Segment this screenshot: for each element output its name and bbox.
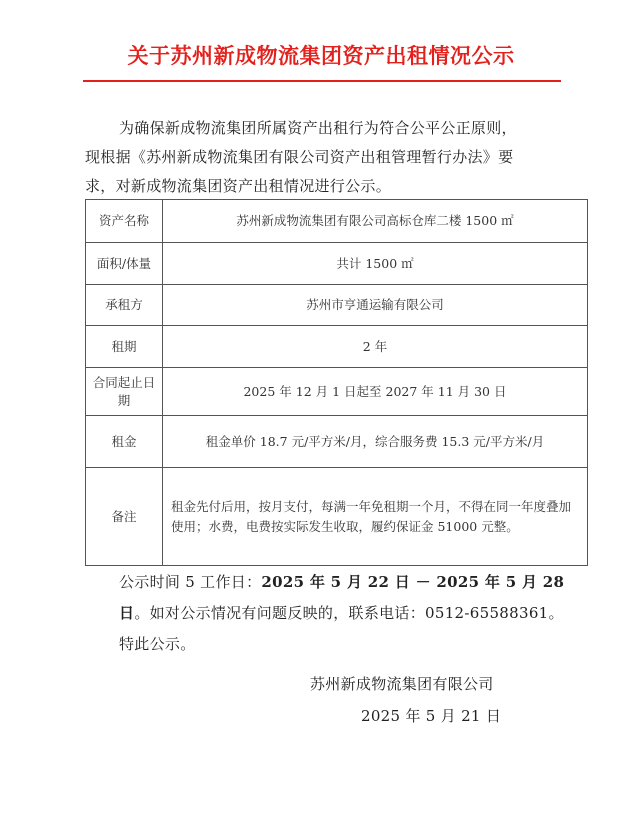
table-row-remarks: [86, 468, 588, 566]
table-row-contract-dates: [86, 368, 588, 416]
row-label: 承租方: [86, 285, 163, 326]
row-value: 共计 1500 ㎡: [163, 243, 588, 285]
row-label: 租期: [86, 326, 163, 368]
lease-info-table: [85, 199, 588, 566]
notice-footer: [85, 567, 565, 660]
row-label: 资产名称: [86, 200, 163, 243]
row-label: 面积/体量: [86, 243, 163, 285]
contact-phone: 0512-65588361: [425, 604, 549, 622]
row-label: 备注: [86, 468, 163, 566]
intro-paragraph: [85, 114, 565, 201]
row-label: 租金: [86, 416, 163, 468]
closing-line: 特此公示。: [119, 635, 196, 653]
intro-line-3: 求，对新成物流集团资产出租情况进行公示。: [85, 177, 392, 195]
table-row-area: [86, 243, 588, 285]
signature-date: 2025 年 5 月 21 日: [361, 707, 502, 725]
table-row-rent: [86, 416, 588, 468]
signature-company: 苏州新成物流集团有限公司: [310, 675, 494, 693]
table-row-lessee: [86, 285, 588, 326]
row-value: 2025 年 12 月 1 日起至 2027 年 11 月 30 日: [163, 368, 588, 416]
intro-line-1: 为确保新成物流集团所属资产出租行为符合公平公正原则，: [119, 119, 517, 137]
row-label: 合同起止日期: [86, 368, 163, 416]
contact-suffix: 。: [548, 604, 564, 622]
period-and-contact: [85, 567, 565, 629]
notice-title: 关于苏州新成物流集团资产出租情况公示: [127, 44, 515, 68]
contact-prefix: 。如对公示情况有问题反映的，联系电话：: [134, 604, 426, 622]
row-value: 苏州市亨通运输有限公司: [163, 285, 588, 326]
intro-line-2: 现根据《苏州新成物流集团有限公司资产出租管理暂行办法》要: [85, 148, 514, 166]
table-row-asset-name: [86, 200, 588, 243]
row-value: 租金先付后用，按月支付，每满一年免租期一个月，不得在同一年度叠加使用；水费，电费按实际发生收取，履约保证金 51000 元整。: [163, 468, 588, 566]
row-value: 2 年: [163, 326, 588, 368]
row-value: 苏州新成物流集团有限公司高标仓库二楼 1500 ㎡: [163, 200, 588, 243]
table-row-term: [86, 326, 588, 368]
row-value: 租金单价 18.7 元/平方米/月，综合服务费 15.3 元/平方米/月: [163, 416, 588, 468]
title-divider: [83, 80, 561, 82]
period-prefix: 公示时间 5 工作日：: [119, 573, 262, 591]
period-value: 2025 年 5 月 22 日 － 2025 年 5 月 28 日: [119, 573, 565, 622]
